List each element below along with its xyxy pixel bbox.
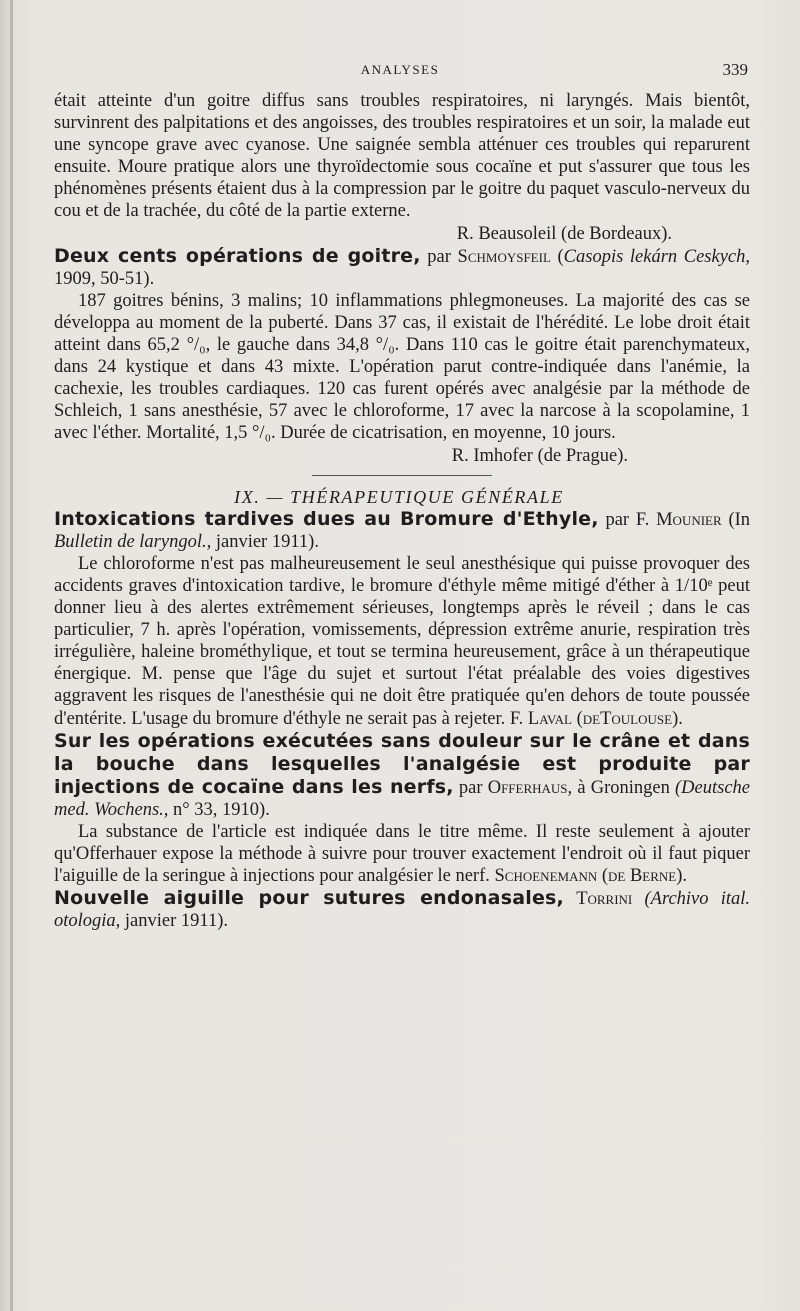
section-title: THÉRAPEUTIQUE GÉNÉRALE xyxy=(290,486,564,507)
source-ref: 1909, 50-51). xyxy=(54,268,155,289)
author-location: à Groningen xyxy=(577,777,670,798)
signature-imhofer: R. Imhofer (de Prague). xyxy=(451,445,628,466)
source-journal: (Archivo ital. otologia, xyxy=(54,889,751,932)
article-title: Intoxications tardives dues au Bromure d'Ethyle, xyxy=(54,507,599,530)
by-word: par xyxy=(427,246,451,267)
article-body: 187 goitres bénins, 3 malins; 10 inflammations phlegmoneuses. La majorité des cas se développa au moment de la puberté. Dans 37 cas, il existait de l'hérédité. Le lobe droit était atteint dans 65,2 °/₀, le gauche dans 34,8 °/₀. Dans 110 cas le goitre était parenchymateux, dans 24 kystique et dans 43 mixte. L'opération parut contre-indiquée dans l'anémie, la cachexie, les troubles cardiaques. 120 cas furent opérés avec analgésie par la méthode de Schleich, 1 sans anesthésie, 57 avec le chloroforme, 17 avec la narcose à la scopolamine, 1 avec l'éther. Mortalité, 1,5 °/₀. Durée de cicatrisation, en moyenne, 10 jours. xyxy=(54,290,750,444)
page-body xyxy=(54,90,750,932)
source-prefix: (In xyxy=(728,509,751,530)
article-text: La substance de l'article est indiquée dans le titre même. Il reste seulement à ajouter qu'Offerhauer expose la méthode à suivre pour trouver exactement l'endroit où il faut piquer l'aiguille de la seringue à injections pour analgésier le nerf. xyxy=(54,822,750,887)
article-ethyl-bromide xyxy=(54,508,750,553)
by-word: par xyxy=(605,509,630,530)
by-word: par xyxy=(458,777,483,798)
signature-beausoleil: R. Beausoleil (de Bordeaux). xyxy=(456,223,672,244)
source-journal: Casopis lekárn Ceskych, xyxy=(563,246,751,267)
article-text: Le chloroforme n'est pas malheureusement le seul anesthésique qui puisse provoquer des accidents graves d'intoxication tardive, le bromure d'éthyle même mitigé d'éther à 1/10ᵉ peut donner lieu à des alertes extrêmement sérieuses, longtemps après le réveil ; dans le cas particulier, 7 h. après l'opération, vomissements, dépression extrême anurie, respiration très irrégulière, haleine brométhylique, et tout se termina heureusement, grâce à un thérapeutique énergique. M. pense que l'âge du sujet et surtout l'état préalable des voies digestives aggravent les risques de l'anesthésie qui ne doit être pratiquée qu'en dehors de toute poussée d'entérite. L'usage du bromure d'éthyle ne serait pas à rejeter. xyxy=(54,553,750,729)
source-ref: janvier 1911). xyxy=(215,531,319,552)
section-number: IX. — xyxy=(234,486,285,507)
page-number: 339 xyxy=(722,60,748,79)
section-heading xyxy=(54,486,750,508)
article-body xyxy=(54,553,750,730)
source-ref: n° 33, 1910). xyxy=(173,799,270,820)
source-ref: janvier 1911). xyxy=(124,911,229,932)
paragraph-continued: était atteinte d'un goitre diffus sans troubles respiratoires, ni laryngés. Mais bientôt, survinrent des palpitations et des angoisses, des troubles respiratoires et un soir, la malade eut une syncope grave avec cyanose. Une saignée sembla atténuer ces troubles qui reparurent ensuite. Moure pratique alors une thyroïdectomie sous cocaïne et put s'assurer que tous les phénomènes présents étaient dus à la compression par le goitre du paquet vasculo-nerveux du cou et de la trachée, du côté de la partie externe. xyxy=(54,91,750,222)
author-name: Offerhaus, xyxy=(487,777,573,798)
author-name: Schmoysfeil xyxy=(457,246,551,267)
source-journal: Bulletin de laryngol., xyxy=(54,531,212,552)
section-divider xyxy=(312,475,492,476)
author-name: F. Mounier xyxy=(635,509,722,530)
source-journal: (Deutsche med. Wochens., xyxy=(54,777,751,820)
article-title: Deux cents opérations de goitre, xyxy=(54,244,421,267)
running-head xyxy=(0,62,800,82)
signature-laval: F. Laval (deToulouse). xyxy=(509,708,683,729)
article-title: Sur les opérations exécutées sans douleur sur le crâne et dans la bouche dans lesquelles l'analgésie est produite par injections de cocaïne dans les nerfs, xyxy=(54,729,750,798)
article-goitre-operations: Deux cents opérations de goitre, par Schmoysfeil (Casopis lekárn Ceskych, 1909, 50-51). xyxy=(54,244,751,289)
article-body xyxy=(54,821,750,887)
author-name: Torrini xyxy=(576,889,633,910)
running-title: ANALYSES xyxy=(360,62,440,77)
signature-schoenemann: Schoenemann (de Berne). xyxy=(494,866,688,887)
article-cocaine-injections xyxy=(54,730,750,821)
page-spine-shadow xyxy=(10,0,13,1311)
article-title: Nouvelle aiguille pour sutures endonasales, xyxy=(54,887,564,910)
article-suture-needle xyxy=(54,887,750,932)
